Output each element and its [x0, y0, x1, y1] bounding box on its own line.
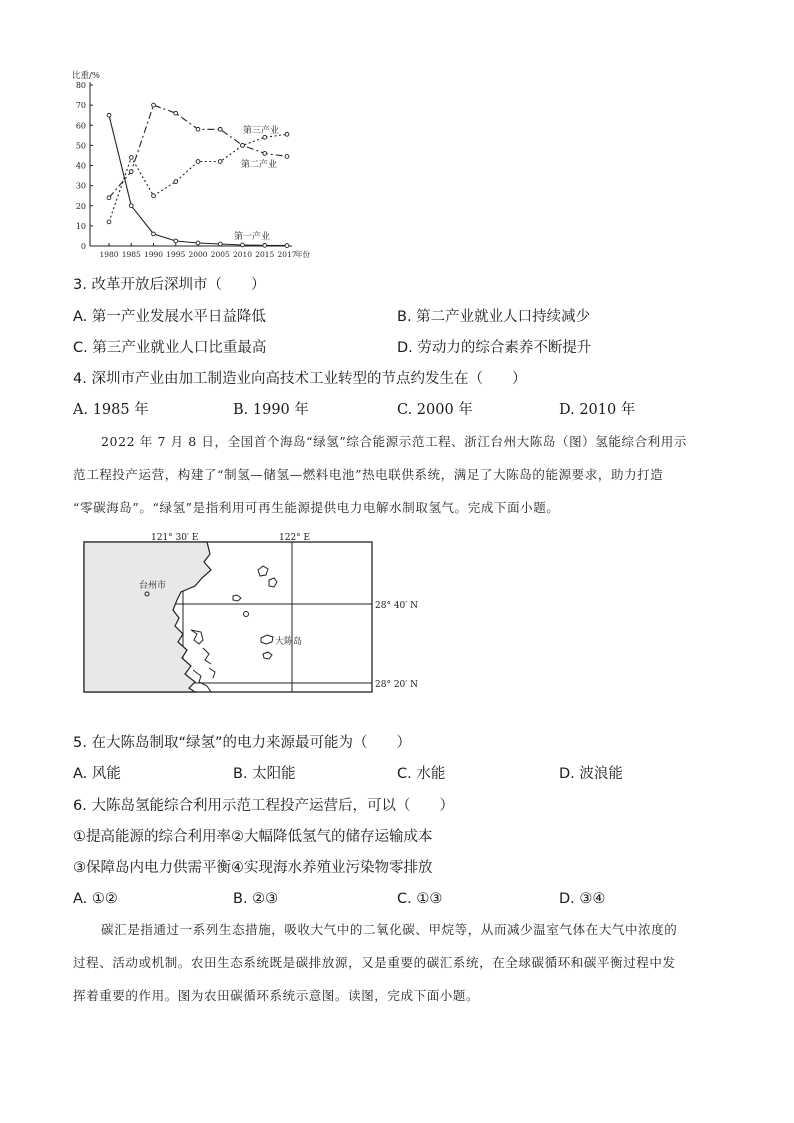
y-tick-label: 30 [75, 181, 86, 191]
y-axis-label: 比重/% [72, 71, 100, 81]
island-4 [244, 612, 249, 617]
y-tick-labels [76, 81, 86, 251]
data-point-2-5 [218, 160, 222, 164]
data-point-0-7 [263, 243, 267, 247]
q6-option-d[interactable]: D. ③④ [559, 891, 606, 907]
q6-items-line-2: ③保障岛内电力供需平衡④实现海水养殖业污染物零排放 [73, 860, 433, 876]
data-point-1-2 [152, 103, 156, 107]
passage2-line-3: 挥着重要的作用。图为农田碳循环系统示意图。读图，完成下面小题。 [73, 988, 480, 1003]
y-tick-label: 10 [75, 221, 86, 231]
series-label-tertiary: 第三产业 [243, 126, 280, 136]
q5-option-b[interactable]: B. 太阳能 [233, 766, 296, 782]
data-point-1-4 [196, 127, 200, 131]
q3-option-c[interactable]: C. 第三产业就业人口比重最高 [73, 340, 267, 356]
passage1-line-3: “零碳海岛”。“绿氢”是指利用可再生能源提供电力电解水制取氢气。完成下面小题。 [73, 500, 560, 515]
q3-stem: 3. 改革开放后深圳市（ ） [73, 277, 266, 293]
series-line-1 [109, 105, 287, 198]
x-tick-label: 2017 [277, 250, 297, 259]
series-line-2 [109, 134, 287, 222]
data-point-1-1 [129, 170, 133, 174]
lon-label-2: 122° E [279, 533, 311, 543]
passage-green-hydrogen [73, 432, 733, 518]
q4-option-c[interactable]: C. 2000 年 [397, 402, 473, 418]
data-point-0-6 [241, 243, 245, 247]
q6-items-line-1: ①提高能源的综合利用率②大幅降低氢气的储存运输成本 [73, 829, 433, 845]
y-tick-label: 20 [75, 201, 86, 211]
x-axis-label: 年份 [295, 250, 310, 259]
y-tick-label: 40 [75, 161, 86, 171]
data-point-0-1 [129, 204, 133, 208]
x-tick-label: 1985 [121, 250, 141, 259]
x-tick-label: 2010 [232, 250, 253, 259]
series-label-primary: 第一产业 [234, 232, 271, 242]
q3-option-d[interactable]: D. 劳动力的综合素养不断提升 [397, 340, 592, 356]
y-tick-label: 70 [75, 101, 86, 111]
data-point-1-0 [107, 196, 111, 200]
q5-option-c[interactable]: C. 水能 [397, 766, 446, 782]
passage2-line-2: 过程、活动或机制。农田生态系统既是碳排放源，又是重要的碳汇系统，在全球碳循环和碳平衡过程中发 [73, 955, 676, 970]
q6-stem: 6. 大陈岛氢能综合利用示范工程投产运营后，可以（ ） [73, 798, 454, 814]
q3-option-a[interactable]: A. 第一产业发展水平日益降低 [73, 309, 266, 325]
x-tick-label: 1990 [143, 250, 164, 259]
data-point-2-6 [241, 143, 245, 147]
y-tick-label: 80 [75, 81, 86, 90]
data-point-2-2 [152, 194, 156, 198]
q5-stem: 5. 在大陈岛制取“绿氢”的电力来源最可能为（ ） [73, 735, 411, 751]
q6-option-b[interactable]: B. ②③ [233, 891, 279, 907]
data-point-0-4 [196, 241, 200, 245]
data-point-2-3 [174, 180, 178, 184]
x-tick-labels [99, 249, 310, 259]
passage-carbon-sink [73, 920, 733, 1006]
x-tick-label: 2015 [255, 250, 275, 259]
q5-option-a[interactable]: A. 风能 [73, 766, 121, 782]
data-point-0-3 [174, 239, 178, 243]
passage2-line-1: 碳汇是指通过一系列生态措施，吸收大气中的二氧化碳、甲烷等，从而减少温室气体在大气中浓度的 [101, 922, 678, 937]
q4-option-d[interactable]: D. 2010 年 [559, 402, 636, 418]
q3-option-b[interactable]: B. 第二产业就业人口持续减少 [397, 309, 591, 325]
q5-option-d[interactable]: D. 波浪能 [559, 766, 623, 782]
industry-share-chart [60, 66, 325, 266]
data-point-0-2 [152, 232, 156, 236]
q6-option-c[interactable]: C. ①③ [397, 891, 443, 907]
data-point-0-5 [218, 242, 222, 246]
q6-option-a[interactable]: A. ①② [73, 891, 118, 907]
lon-label-1: 121° 30′ E [151, 533, 199, 543]
lat-label-1: 28° 40′ N [375, 601, 419, 611]
data-point-0-8 [285, 244, 289, 248]
y-tick-label: 60 [75, 121, 86, 131]
passage1-line-2: 范工程投产运营，构建了“制氢—储氢—燃料电池”热电联供系统，满足了大陈岛的能源要求，助力打造 [73, 467, 664, 482]
data-point-1-8 [285, 155, 289, 159]
x-tick-label: 2000 [188, 250, 208, 259]
data-point-0-0 [107, 113, 111, 117]
x-tick-label: 2005 [210, 250, 230, 259]
y-tick-label: 0 [80, 242, 86, 251]
data-point-2-1 [129, 156, 133, 160]
x-tick-label: 1995 [166, 250, 186, 259]
series-label-secondary: 第二产业 [241, 160, 278, 170]
dachen-island-map [83, 530, 443, 693]
x-tick-label: 1980 [99, 250, 119, 259]
data-point-2-0 [107, 220, 111, 224]
series-points [107, 103, 289, 247]
place-taizhou: 台州市 [139, 581, 167, 591]
q4-option-a[interactable]: A. 1985 年 [73, 402, 149, 418]
q4-option-b[interactable]: B. 1990 年 [233, 402, 309, 418]
data-point-1-7 [263, 152, 267, 156]
data-point-2-8 [285, 132, 289, 136]
place-dachen: 大陈岛 [275, 637, 303, 647]
q4-stem: 4. 深圳市产业由加工制造业向高技术工业转型的节点约发生在（ ） [73, 371, 527, 387]
passage1-line-1: 2022 年 7 月 8 日，全国首个海岛“绿氢”综合能源示范工程、浙江台州大陈岛（图）氢能综合利用示 [101, 434, 687, 449]
data-point-1-5 [218, 127, 222, 131]
lat-label-2: 28° 20′ N [375, 680, 419, 690]
data-point-2-4 [196, 160, 200, 164]
data-point-1-3 [174, 111, 178, 115]
y-tick-label: 50 [75, 141, 86, 151]
